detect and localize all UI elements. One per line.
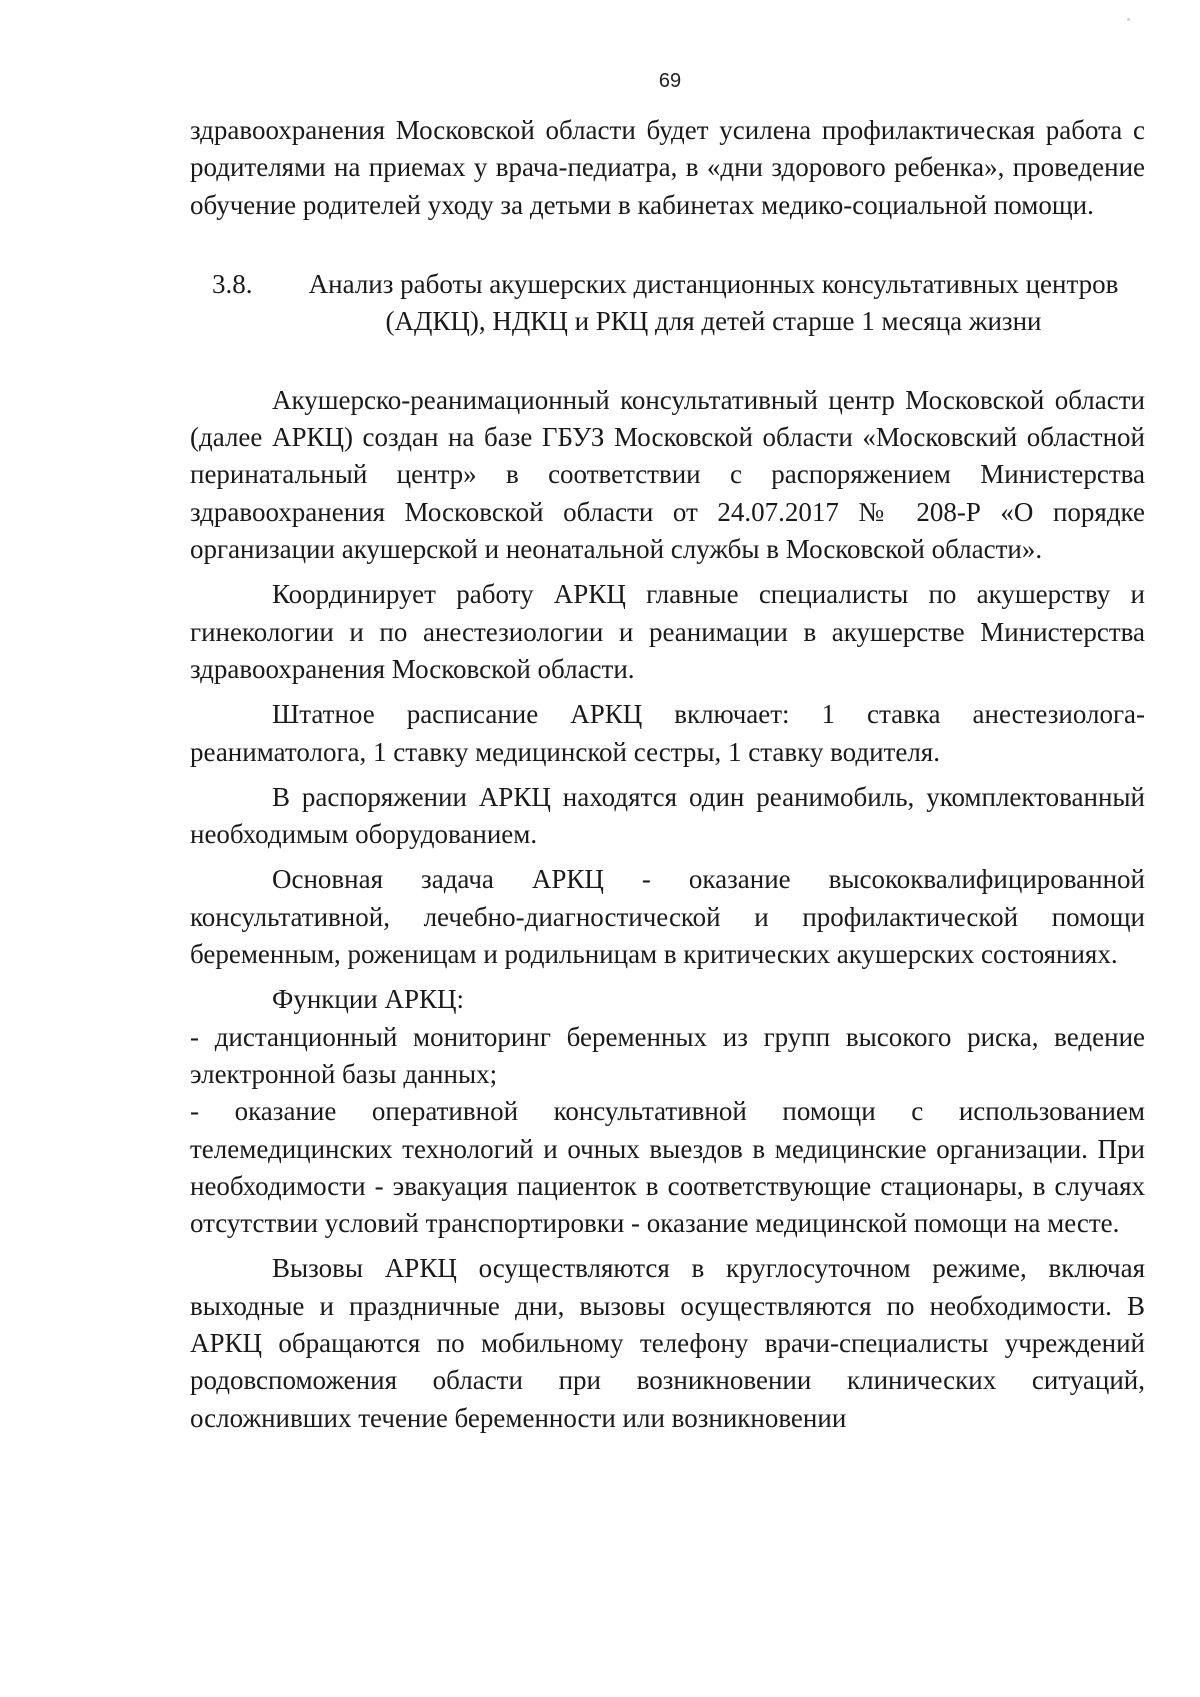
paragraph-coordination: Координирует работу АРКЦ главные специалисты по акушерству и гинекологии и по анестезиологии и реанимации в акушерстве Министерства здравоохранения Московской области.: [190, 579, 1145, 684]
spacer: [190, 224, 1145, 266]
section-heading: [212, 266, 1145, 340]
spacer: [190, 973, 1145, 981]
section-title: [282, 266, 1145, 340]
spacer: [190, 1242, 1145, 1250]
paragraph-calls: Вызовы АРКЦ осуществляются в круглосуточном режиме, включая выходные и праздничные дни, вызовы осуществляются по необходимости. В АРКЦ обращаются по мобильному телефону врачи-специалисты учреждений родовспоможения области при возникновении клинических ситуаций, осложнивших течение беременности или возникновении: [190, 1253, 1145, 1433]
spacer: [190, 853, 1145, 861]
scan-artifact: [1127, 18, 1130, 21]
spacer: [190, 688, 1145, 696]
paragraph-equipment: В распоряжении АРКЦ находятся один реанимобиль, укомплектованный необходимым оборудованием.: [190, 781, 1145, 850]
intro-paragraph: здравоохранения Московской области будет усилена профилактическая работа с родителями на приемах у врача-педиатра, в «дни здорового ребенка», проведение обучение родителей уходу за детьми в кабинетах медико-социальной помощи.: [190, 115, 1145, 220]
spacer: [190, 771, 1145, 779]
page-content: [190, 112, 1145, 1437]
spacer: [190, 340, 1145, 382]
section-title-line-2: (АДКЦ), НДКЦ и РКЦ для детей старше 1 месяца жизни: [385, 305, 1042, 336]
paragraph-arkc-creation: Акушерско-реанимационный консультативный центр Московской области (далее АРКЦ) создан на базе ГБУЗ Московской области «Московский областной перинатальный центр» в соответствии с распоряжением Министерства здравоохранения Московской области от 24.07.2017 № 208-Р «О порядке организации акушерской и неонатальной службы в Московской области».: [190, 384, 1145, 565]
spacer: [190, 568, 1145, 576]
page-number: 69: [658, 70, 682, 92]
section-title-line-1: Анализ работы акушерских дистанционных консультативных центров: [308, 268, 1119, 299]
paragraph-main-task: Основная задача АРКЦ - оказание высококвалифицированной консультативной, лечебно-диагностической и профилактической помощи беременным, роженицам и родильницам в критических акушерских состояниях.: [190, 864, 1145, 970]
section-number: 3.8.: [212, 268, 253, 299]
list-item-monitoring: - дистанционный мониторинг беременных из групп высокого риска, ведение электронной базы данных;: [190, 1021, 1145, 1089]
paragraph-staffing: Штатное расписание АРКЦ включает: 1 ставка анестезиолога-реаниматолога, 1 ставку медицинской сестры, 1 ставку водителя.: [190, 699, 1145, 767]
paragraph-functions-title: Функции АРКЦ:: [272, 984, 465, 1015]
list-item-consulting: - оказание оперативной консультативной помощи с использованием телемедицинских технологий и очных выездов в медицинские организации. При необходимости - эвакуация пациенток в соответствующие стационары, в случаях отсутствии условий транспортировки - оказание медицинской помощи на месте.: [190, 1096, 1145, 1239]
